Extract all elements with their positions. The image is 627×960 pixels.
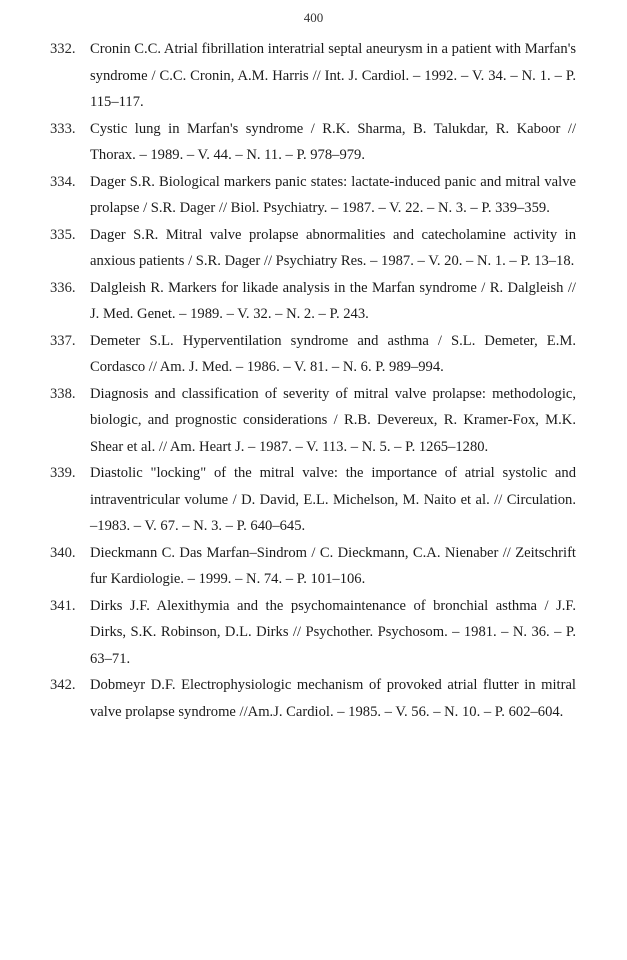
reference-item bbox=[50, 460, 576, 540]
reference-text: Diagnosis and classification of severity of mitral valve prolapse: methodologic, biologic, and prognostic considerations / R.B. Devereux, R. Kramer-Fox, M.K. Shear et al. // Am. Heart J. – 1987. – V. 113. – N. 5. – P. 1265–1280. bbox=[90, 385, 576, 455]
reference-text: Dager S.R. Mitral valve prolapse abnormalities and catecholamine activity in anxious patients / S.R. Dager // Psychiatry Res. – 1987. – V. 20. – N. 1. – P. 13–18. bbox=[90, 226, 576, 269]
reference-item bbox=[50, 116, 576, 169]
reference-list bbox=[50, 36, 576, 725]
reference-text: Dirks J.F. Alexithymia and the psychomaintenance of bronchial asthma / J.F. Dirks, S.K. Robinson, D.L. Dirks // Psychother. Psychosom. – 1981. – N. 36. – P. 63–71. bbox=[90, 597, 576, 667]
reference-text: Demeter S.L. Hyperventilation syndrome and asthma / S.L. Demeter, E.M. Cordasco // Am. J. Med. – 1986. – V. 81. – N. 6. P. 989–994. bbox=[90, 332, 576, 375]
reference-text: Dobmeyr D.F. Electrophysiologic mechanism of provoked atrial flutter in mitral valve prolapse syndrome //Am.J. Cardiol. – 1985. – V. 56. – N. 10. – P. 602–604. bbox=[90, 677, 576, 720]
reference-item bbox=[50, 593, 576, 673]
reference-item bbox=[50, 381, 576, 461]
reference-number: 338. bbox=[50, 385, 76, 402]
reference-item bbox=[50, 169, 576, 222]
reference-number: 342. bbox=[50, 677, 76, 693]
reference-text: Dalgleish R. Markers for likade analysis in the Marfan syndrome / R. Dalgleish // J. Med. Genet. – 1989. – V. 32. – N. 2. – P. 243. bbox=[90, 279, 576, 322]
reference-item bbox=[50, 222, 576, 275]
reference-number: 336. bbox=[50, 279, 76, 296]
reference-number: 333. bbox=[50, 120, 76, 137]
page-number: 400 bbox=[303, 10, 324, 25]
reference-number: 332. bbox=[50, 41, 76, 57]
reference-item bbox=[50, 540, 576, 593]
reference-text: Cystic lung in Marfan's syndrome / R.K. Sharma, B. Talukdar, R. Kaboor // Thorax. – 1989. – V. 44. – N. 11. – P. 978–979. bbox=[90, 120, 576, 163]
reference-text: Diastolic "locking" of the mitral valve: the importance of atrial systolic and intraventricular volume / D. David, E.L. Michelson, M. Naito et al. // Circulation. –1983. – V. 67. – N. 3. – P. 640–645. bbox=[90, 465, 576, 534]
reference-number: 340. bbox=[50, 544, 76, 561]
reference-item bbox=[50, 275, 576, 328]
reference-text: Dieckmann C. Das Marfan–Sindrom / C. Dieckmann, C.A. Nienaber // Zeitschrift fur Kardiologie. – 1999. – N. 74. – P. 101–106. bbox=[90, 544, 576, 587]
reference-number: 337. bbox=[50, 332, 76, 349]
reference-number: 341. bbox=[50, 597, 76, 614]
reference-number: 335. bbox=[50, 226, 76, 243]
reference-number: 334. bbox=[50, 173, 76, 190]
reference-item bbox=[50, 36, 576, 116]
reference-item bbox=[50, 672, 576, 725]
reference-number: 339. bbox=[50, 465, 76, 481]
reference-text: Cronin C.C. Atrial fibrillation interatrial septal aneurysm in a patient with Marfan's syndrome / C.C. Cronin, A.M. Harris // Int. J. Cardiol. – 1992. – V. 34. – N. 1. – P. 115–117. bbox=[90, 41, 576, 110]
reference-item bbox=[50, 328, 576, 381]
reference-text: Dager S.R. Biological markers panic states: lactate-induced panic and mitral valve prolapse / S.R. Dager // Biol. Psychiatry. – 1987. – V. 22. – N. 3. – P. 339–359. bbox=[90, 173, 576, 216]
